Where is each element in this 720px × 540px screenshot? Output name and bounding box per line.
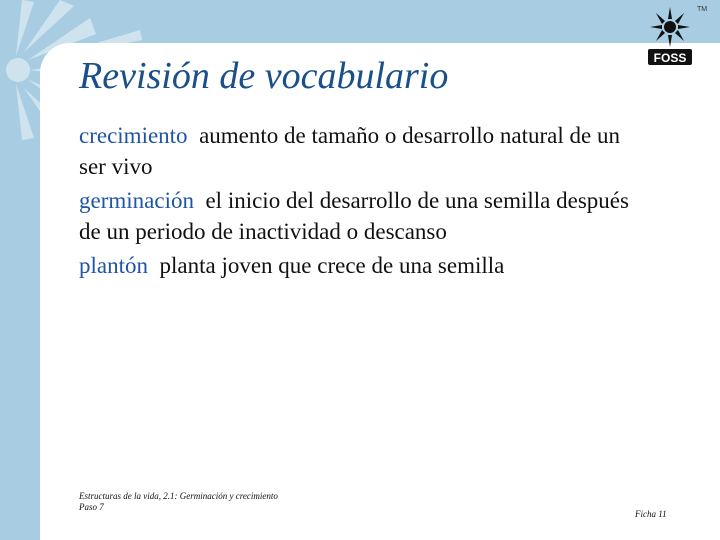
vocabulary-term: plantón — [79, 253, 148, 278]
source-title: Estructuras de la vida, 2.1: Germinación y crecimiento — [79, 491, 278, 501]
slide-title: Revisión de vocabulario — [79, 55, 449, 97]
vocabulary-list — [79, 121, 639, 286]
vocabulary-entry — [79, 186, 639, 247]
vocabulary-definition: el inicio del desarrollo de una semilla después de un periodo de inactividad o descanso — [79, 188, 629, 244]
vocabulary-definition: planta joven que crece de una semilla — [159, 253, 505, 278]
card-number: Ficha 11 — [635, 509, 667, 519]
vocabulary-entry — [79, 121, 639, 182]
trademark-mark: TM — [697, 6, 708, 13]
content-panel — [40, 43, 720, 540]
vocabulary-entry — [79, 251, 639, 282]
source-footer — [79, 491, 278, 513]
vocabulary-definition: aumento de tamaño o desarrollo natural de un ser vivo — [79, 123, 620, 179]
foss-logo-icon — [644, 5, 696, 69]
foss-logo-text: FOSS — [653, 51, 687, 65]
vocabulary-term: crecimiento — [79, 123, 188, 148]
vocabulary-term: germinación — [79, 188, 194, 213]
source-step: Paso 7 — [79, 502, 104, 512]
